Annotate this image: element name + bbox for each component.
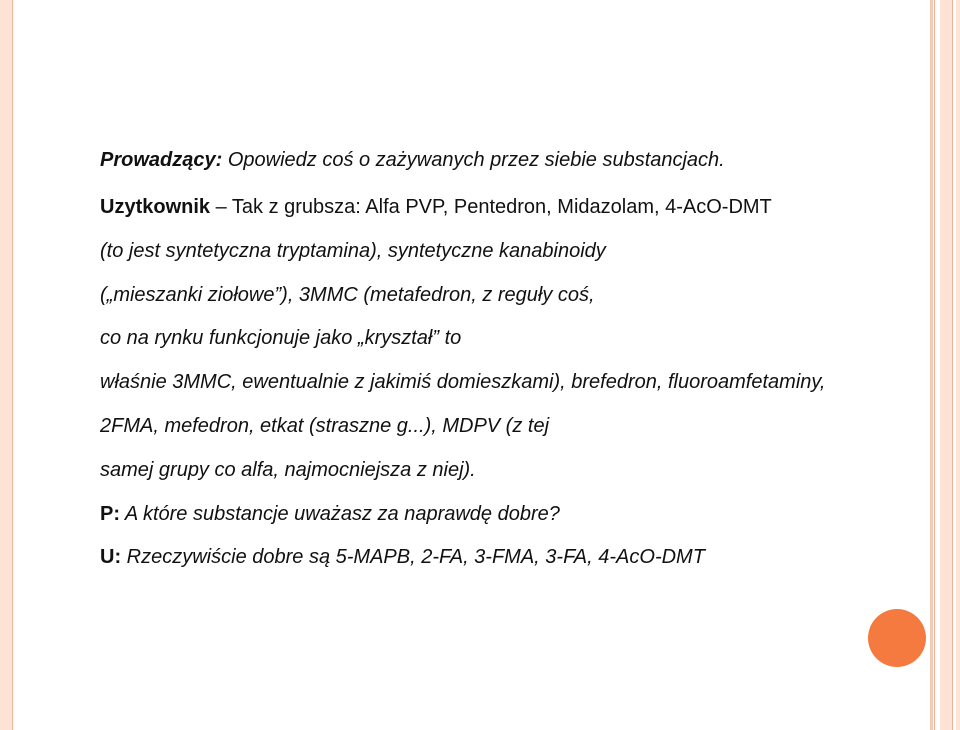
text-line-7 <box>100 414 549 438</box>
text-line-3 <box>100 239 606 263</box>
text-line-2 <box>100 195 772 219</box>
right-border-decoration <box>930 0 960 730</box>
speaker-label: P: <box>100 503 120 525</box>
orange-circle-decoration <box>868 609 926 667</box>
speaker-label: Uzytkownik <box>100 196 211 218</box>
line-text: (to jest syntetyczna tryptamina), syntetyczne kanabinoidy <box>100 240 606 262</box>
line-text: Rzeczywiście dobre są 5-MAPB, 2-FA, 3-FMA, 3-FA, 4-AcO-DMT <box>121 546 705 568</box>
line-text: samej grupy co alfa, najmocniejsza z niej). <box>100 459 476 481</box>
text-line-9 <box>100 502 560 526</box>
line-text: Opowiedz coś o zażywanych przez siebie substancjach. <box>222 149 725 171</box>
line-text: 2FMA, mefedron, etkat (straszne g...), MDPV (z tej <box>100 415 550 437</box>
line-text: A które substancje uważasz za naprawdę dobre? <box>120 503 560 525</box>
text-line-10 <box>100 545 705 569</box>
text-line-8 <box>100 458 476 482</box>
text-line-4 <box>100 283 595 307</box>
line-text: co na rynku funkcjonuje jako „kryształ” to <box>100 327 462 349</box>
line-text: – Tak z grubsza: Alfa PVP, Pentedron, Midazolam, 4-AcO-DMT <box>210 196 772 218</box>
text-line-1 <box>100 148 725 172</box>
line-text: („mieszanki ziołowe”), 3MMC (metafedron, z reguły coś, <box>100 284 595 306</box>
left-border-decoration <box>0 0 12 730</box>
text-line-6 <box>100 370 825 394</box>
speaker-label: U: <box>100 546 122 568</box>
line-text: właśnie 3MMC, ewentualnie z jakimiś domieszkami), brefedron, fluoroamfetaminy, <box>100 371 826 393</box>
text-line-5 <box>100 326 461 350</box>
speaker-label: Prowadzący: <box>100 149 223 171</box>
